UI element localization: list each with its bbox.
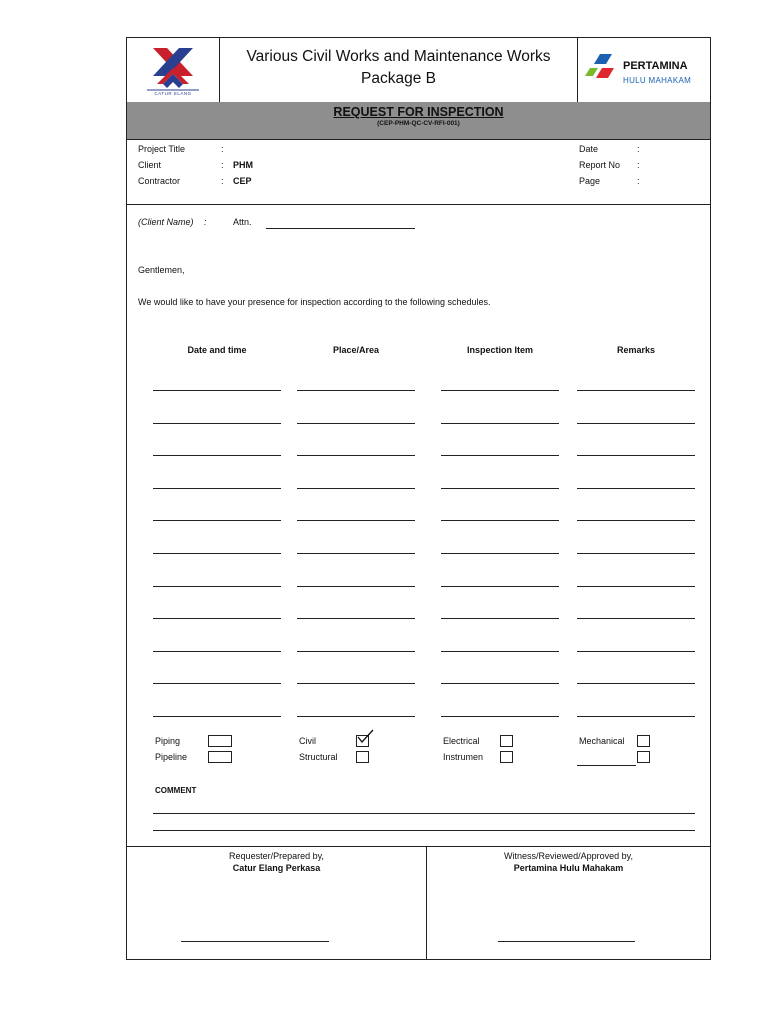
schedule-line-r8-c2[interactable]: [297, 618, 415, 619]
other-discipline-checkbox[interactable]: [637, 751, 650, 763]
catur-elang-caption: CATUR ELANG: [154, 91, 192, 96]
pertamina-logo: [577, 38, 711, 102]
contractor-value: CEP: [233, 176, 252, 186]
schedule-line-r7-c4[interactable]: [577, 586, 695, 587]
structural-label: Structural: [299, 752, 338, 762]
project-title-colon: :: [221, 144, 224, 154]
schedule-line-r5-c1[interactable]: [153, 520, 281, 521]
schedule-line-r6-c1[interactable]: [153, 553, 281, 554]
date-colon: :: [637, 144, 640, 154]
project-info: [127, 140, 710, 205]
comment-line-1: [153, 813, 695, 814]
catur-elang-logo: [127, 38, 220, 102]
client-colon: :: [221, 160, 224, 170]
comment-label: COMMENT: [155, 786, 197, 795]
page-colon: :: [637, 176, 640, 186]
project-title-label: Project Title: [138, 144, 186, 154]
date-label: Date: [579, 144, 599, 154]
report-no-label: Report No: [579, 160, 621, 170]
schedule-line-r9-c4[interactable]: [577, 651, 695, 652]
rfi-code: (CEP-PHM-QC-CV-RFI-001): [377, 120, 460, 127]
piping-checkbox[interactable]: [208, 735, 232, 747]
mechanical-checkbox[interactable]: [637, 735, 650, 747]
schedule-line-r8-c4[interactable]: [577, 618, 695, 619]
form-header: [127, 38, 710, 103]
schedule-line-r3-c1[interactable]: [153, 455, 281, 456]
schedule-line-r11-c2[interactable]: [297, 716, 415, 717]
col-place-area: Place/Area: [332, 345, 380, 355]
schedule-line-r11-c3[interactable]: [441, 716, 559, 717]
schedule-line-r8-c1[interactable]: [153, 618, 281, 619]
schedule-line-r5-c2[interactable]: [297, 520, 415, 521]
contractor-label: Contractor: [138, 176, 181, 186]
schedule-line-r7-c2[interactable]: [297, 586, 415, 587]
rfi-title: REQUEST FOR INSPECTION: [333, 105, 504, 119]
approver-signature-block: [427, 847, 710, 960]
schedule-line-r1-c4[interactable]: [577, 390, 695, 391]
approver-company: Pertamina Hulu Mahakam: [513, 863, 624, 873]
schedule-line-r1-c3[interactable]: [441, 390, 559, 391]
schedule-line-r2-c4[interactable]: [577, 423, 695, 424]
schedule-line-r4-c3[interactable]: [441, 488, 559, 489]
pertamina-emblem-icon: [584, 50, 624, 90]
contractor-colon: :: [221, 176, 224, 186]
check-mark-icon: [356, 728, 376, 746]
schedule-line-r10-c1[interactable]: [153, 683, 281, 684]
structural-checkbox[interactable]: [356, 751, 369, 763]
schedule-line-r10-c2[interactable]: [297, 683, 415, 684]
requester-role: Requester/Prepared by,: [229, 851, 324, 861]
pertamina-name: PERTAMINA: [623, 60, 688, 72]
document-title: [220, 38, 577, 102]
piping-label: Piping: [155, 736, 181, 746]
col-inspection-item: Inspection Item: [466, 345, 533, 355]
schedule-line-r2-c3[interactable]: [441, 423, 559, 424]
schedule-line-r3-c3[interactable]: [441, 455, 559, 456]
schedule-line-r11-c4[interactable]: [577, 716, 695, 717]
schedule-line-r4-c4[interactable]: [577, 488, 695, 489]
title-line-1: Various Civil Works and Maintenance Works: [246, 48, 551, 65]
mechanical-label: Mechanical: [579, 736, 625, 746]
schedule-line-r6-c4[interactable]: [577, 553, 695, 554]
client-value: PHM: [233, 160, 253, 170]
schedule-line-r11-c1[interactable]: [153, 716, 281, 717]
schedule-line-r8-c3[interactable]: [441, 618, 559, 619]
schedule-line-r3-c4[interactable]: [577, 455, 695, 456]
col-date-time: Date and time: [187, 345, 247, 355]
other-discipline-line: [577, 765, 636, 766]
schedule-line-r2-c2[interactable]: [297, 423, 415, 424]
schedule-line-r5-c4[interactable]: [577, 520, 695, 521]
instrumen-checkbox[interactable]: [500, 751, 513, 763]
schedule-line-r3-c2[interactable]: [297, 455, 415, 456]
schedule-line-r4-c1[interactable]: [153, 488, 281, 489]
rfi-title-band: [127, 102, 710, 140]
approver-role: Witness/Reviewed/Approved by,: [504, 851, 633, 861]
schedule-line-r6-c3[interactable]: [441, 553, 559, 554]
rfi-form: [126, 37, 711, 960]
page-label: Page: [579, 176, 601, 186]
attn-label: Attn.: [233, 217, 252, 227]
schedule-line-r10-c4[interactable]: [577, 683, 695, 684]
pipeline-checkbox[interactable]: [208, 751, 232, 763]
client-label: Client: [138, 160, 162, 170]
request-body: We would like to have your presence for inspection according to the following schedules.: [138, 297, 491, 307]
schedule-line-r9-c1[interactable]: [153, 651, 281, 652]
report-no-colon: :: [637, 160, 640, 170]
schedule-line-r1-c2[interactable]: [297, 390, 415, 391]
schedule-line-r6-c2[interactable]: [297, 553, 415, 554]
schedule-line-r9-c3[interactable]: [441, 651, 559, 652]
client-name-colon: :: [204, 217, 207, 227]
greeting: Gentlemen,: [138, 265, 185, 275]
schedule-line-r9-c2[interactable]: [297, 651, 415, 652]
schedule-line-r4-c2[interactable]: [297, 488, 415, 489]
schedule-line-r5-c3[interactable]: [441, 520, 559, 521]
schedule-line-r10-c3[interactable]: [441, 683, 559, 684]
civil-label: Civil: [299, 736, 316, 746]
attn-line: [266, 228, 415, 229]
client-name-placeholder: (Client Name): [138, 217, 194, 227]
instrumen-label: Instrumen: [443, 752, 484, 762]
pertamina-sub: HULU MAHAKAM: [623, 76, 692, 85]
title-line-2: Package B: [361, 70, 436, 87]
pipeline-label: Pipeline: [155, 752, 188, 762]
comment-line-2: [153, 830, 695, 831]
schedule-line-r1-c1[interactable]: [153, 390, 281, 391]
approver-signature-line: [498, 941, 635, 942]
requester-signature-line: [181, 941, 329, 942]
requester-signature-block: [127, 847, 426, 960]
schedule-line-r7-c1[interactable]: [153, 586, 281, 587]
schedule-line-r2-c1[interactable]: [153, 423, 281, 424]
electrical-label: Electrical: [443, 736, 480, 746]
electrical-checkbox[interactable]: [500, 735, 513, 747]
col-remarks: Remarks: [616, 345, 656, 355]
requester-company: Catur Elang Perkasa: [232, 863, 321, 873]
schedule-line-r7-c3[interactable]: [441, 586, 559, 587]
